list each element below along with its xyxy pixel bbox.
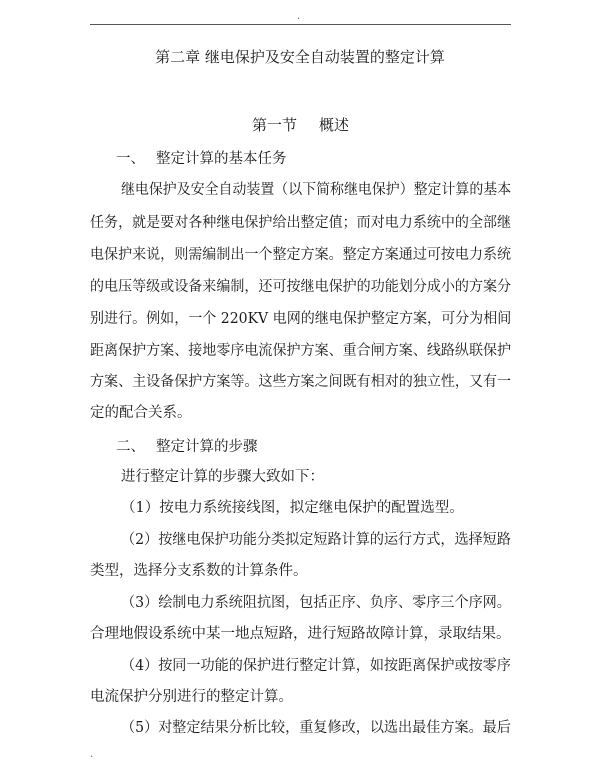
paragraph-line: 别进行。例如，一个 220KV 电网的继电保护整定方案，可分为相间 (90, 311, 512, 327)
section-title (252, 116, 349, 134)
section-number: 第一节 (252, 116, 298, 134)
step-3-line-1: （3）绘制电力系统阻抗图，包括正序、负序、零序三个序网。 (121, 595, 511, 611)
heading-1: 整定计算的基本任务 (156, 151, 287, 167)
heading-2-number: 二、 (116, 439, 145, 455)
paragraph-line: 定的配合关系。 (90, 405, 192, 421)
step-5-line-1: （5）对整定结果分析比较，重复修改，以选出最佳方案。最后 (121, 720, 511, 736)
heading-1-number: 一、 (116, 151, 145, 167)
footer-mark: . (90, 749, 94, 760)
heading-2: 整定计算的步骤 (156, 439, 258, 455)
step-4-line-2: 电流保护分别进行的整定计算。 (90, 689, 293, 705)
paragraph-line: 方案、主设备保护方案等。这些方案之间既有相对的独立性，又有一 (90, 374, 512, 390)
step-2-line-1: （2）按继电保护功能分类拟定短路计算的运行方式，选择短路 (121, 532, 511, 548)
paragraph-line: 任务，就是要对各种继电保护给出整定值；而对电力系统中的全部继 (90, 215, 512, 231)
paragraph-line: 的电压等级或设备来编制，还可按继电保护的功能划分成小的方案分 (90, 279, 512, 295)
header-rule (90, 24, 511, 25)
step-4-line-1: （4）按同一功能的保护进行整定计算，如按距离保护或按零序 (121, 658, 511, 674)
step-2-line-2: 类型，选择分支系数的计算条件。 (90, 563, 308, 579)
step-3-line-2: 合理地假设系统中某一地点短路，进行短路故障计算，录取结果。 (90, 626, 511, 642)
steps-intro: 进行整定计算的步骤大致如下： (121, 469, 324, 485)
paragraph-line: 继电保护及安全自动装置（以下简称继电保护）整定计算的基本 (121, 182, 512, 198)
paragraph-line: 距离保护方案、接地零序电流保护方案、重合闸方案、线路纵联保护 (90, 343, 512, 359)
chapter-title: 第二章 继电保护及安全自动装置的整定计算 (155, 48, 445, 66)
section-name: 概述 (319, 116, 350, 134)
paragraph-line: 电保护来说，则需编制出一个整定方案。整定方案通过可按电力系统 (90, 247, 512, 263)
header-mark: . (297, 11, 301, 22)
step-1: （1）按电力系统接线图，拟定继电保护的配置选型。 (121, 500, 464, 516)
